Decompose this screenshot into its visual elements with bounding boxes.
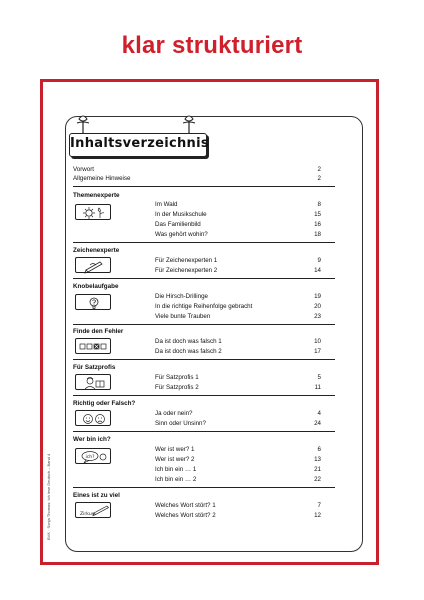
speech-bubble-icon [75, 448, 111, 464]
entry-page: 17 [314, 348, 321, 355]
entry-page: 14 [314, 267, 321, 274]
entry-page: 24 [314, 420, 321, 427]
section-title: Themenexperte [73, 192, 120, 199]
section-divider [73, 278, 335, 279]
entry-page: 6 [317, 446, 321, 453]
entry-label: Ja oder nein? [155, 410, 193, 417]
entry-label: Für Satzprofis 2 [155, 384, 199, 391]
section-divider [73, 395, 335, 396]
entry-label: Vorwort [73, 166, 94, 173]
entry-label: Allgemeine Hinweise [73, 175, 131, 182]
entry-page: 12 [314, 512, 321, 519]
list-item[interactable] [155, 384, 321, 392]
headline: klar strukturiert [121, 32, 303, 59]
entry-page: 18 [314, 231, 321, 238]
list-item[interactable] [155, 221, 321, 229]
entry-label: Da ist doch was falsch 1 [155, 338, 222, 345]
section-divider [73, 242, 335, 243]
entry-label: Im Wald [155, 201, 178, 208]
list-item[interactable] [155, 512, 321, 520]
list-item[interactable] [155, 348, 321, 356]
entry-label: Welches Wort stört? 1 [155, 502, 216, 509]
entry-page: 11 [314, 384, 321, 391]
entry-page: 9 [317, 257, 321, 264]
entry-label: Ich bin ein … 2 [155, 476, 197, 483]
sign-board [69, 133, 207, 157]
section-divider [73, 359, 335, 360]
section-title: Finde den Fehler [73, 328, 124, 335]
pencil-word-icon [75, 502, 111, 518]
list-item[interactable] [155, 466, 321, 474]
section-title: Knobelaufgabe [73, 283, 119, 290]
checkbox-row-icon [75, 338, 111, 354]
entry-page: 19 [314, 293, 321, 300]
section-title: Richtig oder Falsch? [73, 400, 136, 407]
entry-page: 22 [314, 476, 321, 483]
list-item[interactable] [155, 231, 321, 239]
entry-label: Für Zeichenexperten 1 [155, 257, 218, 264]
question-bulb-icon [75, 294, 111, 310]
entry-page: 10 [314, 338, 321, 345]
list-item[interactable] [155, 410, 321, 418]
icon-word: Zirkus [80, 512, 95, 517]
toc-title: Inhaltsverzeichnis [70, 136, 209, 151]
intro-entry-hints[interactable] [73, 175, 321, 183]
list-item[interactable] [155, 338, 321, 346]
entry-label: Das Familienbild [155, 221, 201, 228]
sun-flower-icon [75, 204, 111, 220]
entry-label: Welches Wort stört? 2 [155, 512, 216, 519]
entry-page: 21 [314, 466, 321, 473]
entry-page: 15 [314, 211, 321, 218]
entry-label: Ich bin ein … 1 [155, 466, 197, 473]
entry-label: Sinn oder Unsinn? [155, 420, 206, 427]
list-item[interactable] [155, 267, 321, 275]
intro-entry-foreword[interactable] [73, 166, 321, 174]
entry-page: 4 [317, 410, 321, 417]
entry-page: 20 [314, 303, 321, 310]
list-item[interactable] [155, 257, 321, 265]
entry-label: Wer ist wer? 2 [155, 456, 195, 463]
entry-label: Was gehört wohin? [155, 231, 208, 238]
list-item[interactable] [155, 211, 321, 219]
section-divider [73, 431, 335, 432]
entry-page: 2 [317, 166, 321, 173]
section-title: Eines ist zu viel [73, 492, 120, 499]
section-divider [73, 324, 335, 325]
list-item[interactable] [155, 476, 321, 484]
entry-label: Die Hirsch-Drillinge [155, 293, 208, 300]
entry-label: Da ist doch was falsch 2 [155, 348, 222, 355]
entry-page: 5 [317, 374, 321, 381]
entry-label: In der Musikschule [155, 211, 207, 218]
entry-label: Viele bunte Trauben [155, 313, 211, 320]
section-title: Zeichenexperte [73, 247, 120, 254]
entry-page: 23 [314, 313, 321, 320]
sidebar-note: BVK · Sonja Thomas: Ich lese Deutsch – Band 4 [46, 453, 51, 540]
list-item[interactable] [155, 303, 321, 311]
list-item[interactable] [155, 374, 321, 382]
section-divider [73, 186, 335, 187]
entry-label: Für Satzprofis 1 [155, 374, 199, 381]
list-item[interactable] [155, 420, 321, 428]
section-title: Wer bin ich? [73, 436, 111, 443]
pencil-drawing-icon [75, 257, 111, 273]
entry-page: 16 [314, 221, 321, 228]
list-item[interactable] [155, 201, 321, 209]
section-divider [73, 487, 335, 488]
smiley-faces-icon [75, 410, 111, 426]
list-item[interactable] [155, 293, 321, 301]
entry-page: 7 [317, 502, 321, 509]
toc-sign [69, 113, 211, 161]
list-item[interactable] [155, 502, 321, 510]
list-item[interactable] [155, 446, 321, 454]
entry-label: Für Zeichenexperten 2 [155, 267, 218, 274]
entry-page: 8 [317, 201, 321, 208]
section-title: Für Satzprofis [73, 364, 116, 371]
list-item[interactable] [155, 313, 321, 321]
entry-label: Wer ist wer? 1 [155, 446, 195, 453]
entry-page: 13 [314, 456, 321, 463]
entry-label: In die richtige Reihenfolge gebracht [155, 303, 253, 310]
character-reading-icon [75, 374, 111, 390]
entry-page: 2 [317, 175, 321, 182]
bubble-text: ich? [85, 455, 95, 460]
list-item[interactable] [155, 456, 321, 464]
